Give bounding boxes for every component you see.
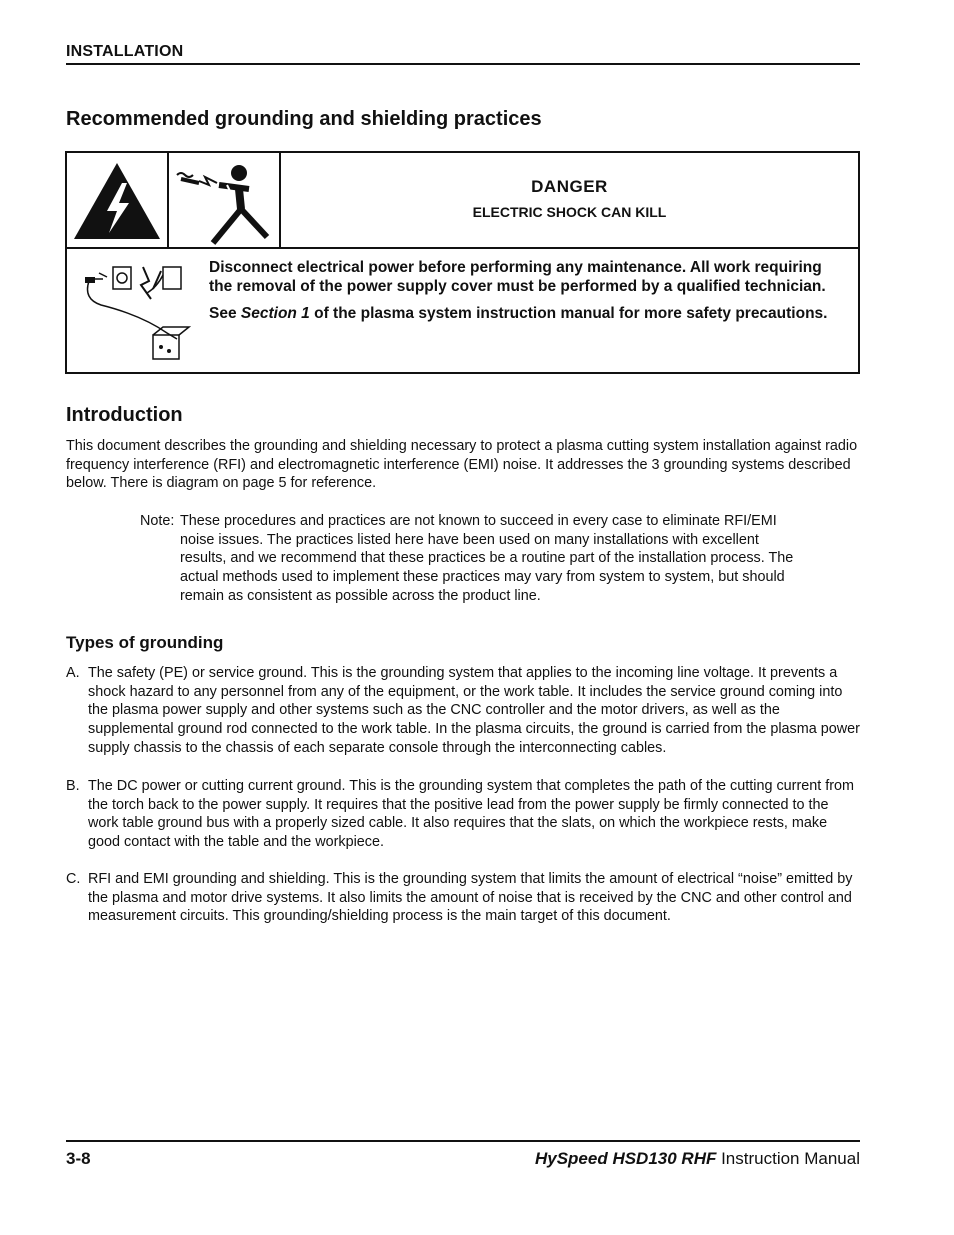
danger-title: DANGER (531, 177, 608, 196)
manual-label: Instruction Manual (716, 1149, 860, 1168)
danger-header-row (67, 153, 858, 249)
disconnect-power-icon (81, 259, 191, 364)
note-line: actual methods used to implement these practices may vary from system to system, but should (180, 569, 785, 586)
header-rule (66, 63, 860, 65)
list-item-text: RFI and EMI grounding and shielding. This is the grounding system that limits the amount of electrical “noise” emitted by the plasma and motor drive systems. It also limits the amount of noise that is received by the CNC and other control and measurement circuits. This grounding/shielding process is the main target of this document. (88, 871, 853, 925)
section-reference: Section 1 (240, 305, 310, 322)
list-item-letter: C. (66, 871, 81, 887)
page-title: Recommended grounding and shielding practices (66, 108, 542, 130)
danger-warning-box (65, 151, 860, 374)
note-line: noise issues. The practices listed here have been used on many installations with excellent (180, 531, 759, 548)
introduction-heading: Introduction (66, 404, 183, 426)
note-line: results, and we recommend that these practices be a routine part of the installation process. The (180, 550, 794, 567)
footer-rule (66, 1140, 860, 1142)
danger-instructions (209, 259, 829, 333)
manual-title (535, 1149, 860, 1169)
danger-subtitle: ELECTRIC SHOCK CAN KILL (472, 204, 667, 220)
list-item-text: The DC power or cutting current ground. This is the grounding system that completes the path of the cutting current from the torch back to the power supply. It requires that the positive lead from the power supply be firmly connected to the work table ground bus with a properly sized cable. It also requires that the slats, on which the workpiece rests, make good contact with the table and the workpiece. (88, 778, 855, 851)
types-of-grounding-heading: Types of grounding (66, 633, 224, 652)
introduction-paragraph: This document describes the grounding and shielding necessary to protect a plasma cutting system installation against radio frequency interference (RFI) and electromagnetic interference (EMI) noise. It addresses the 3 grounding systems described below. There is diagram on page 5 for reference. (66, 438, 858, 492)
page-number: 3-8 (66, 1149, 91, 1168)
list-item-letter: A. (66, 665, 80, 681)
list-item-letter: B. (66, 778, 80, 794)
electric-shock-person-icon (169, 153, 281, 247)
note-line: remain as consistent as possible across the product line. (180, 587, 541, 604)
danger-body-row (67, 249, 858, 372)
danger-instruction-2: See Section 1 of the plasma system instruction manual for more safety precautions. (209, 305, 828, 322)
note-line: These procedures and practices are not known to succeed in every case to eliminate RFI/EMI (180, 513, 777, 529)
section-header: INSTALLATION (66, 43, 184, 60)
danger-title-area (281, 153, 858, 247)
danger-instruction-1: Disconnect electrical power before performing any maintenance. All work requiring the removal of the power supply cover must be performed by a qualified technician. (209, 259, 826, 295)
product-name: HySpeed HSD130 RHF (534, 1149, 717, 1168)
high-voltage-warning-icon (67, 153, 169, 247)
list-item-text: The safety (PE) or service ground. This is the grounding system that applies to the incoming line voltage. It prevents a shock hazard to any personnel from any of the equipment, or the work table. It includes the service ground coming into the plasma power supply and other systems such as the CNC controller and the motor drivers, as well as the supplemental ground rod connected to the work table. In the plasma circuits, the ground is carried from the plasma power supply chassis to the chassis of each separate console through the interconnecting cables. (88, 665, 860, 756)
note-label: Note: (140, 513, 175, 529)
